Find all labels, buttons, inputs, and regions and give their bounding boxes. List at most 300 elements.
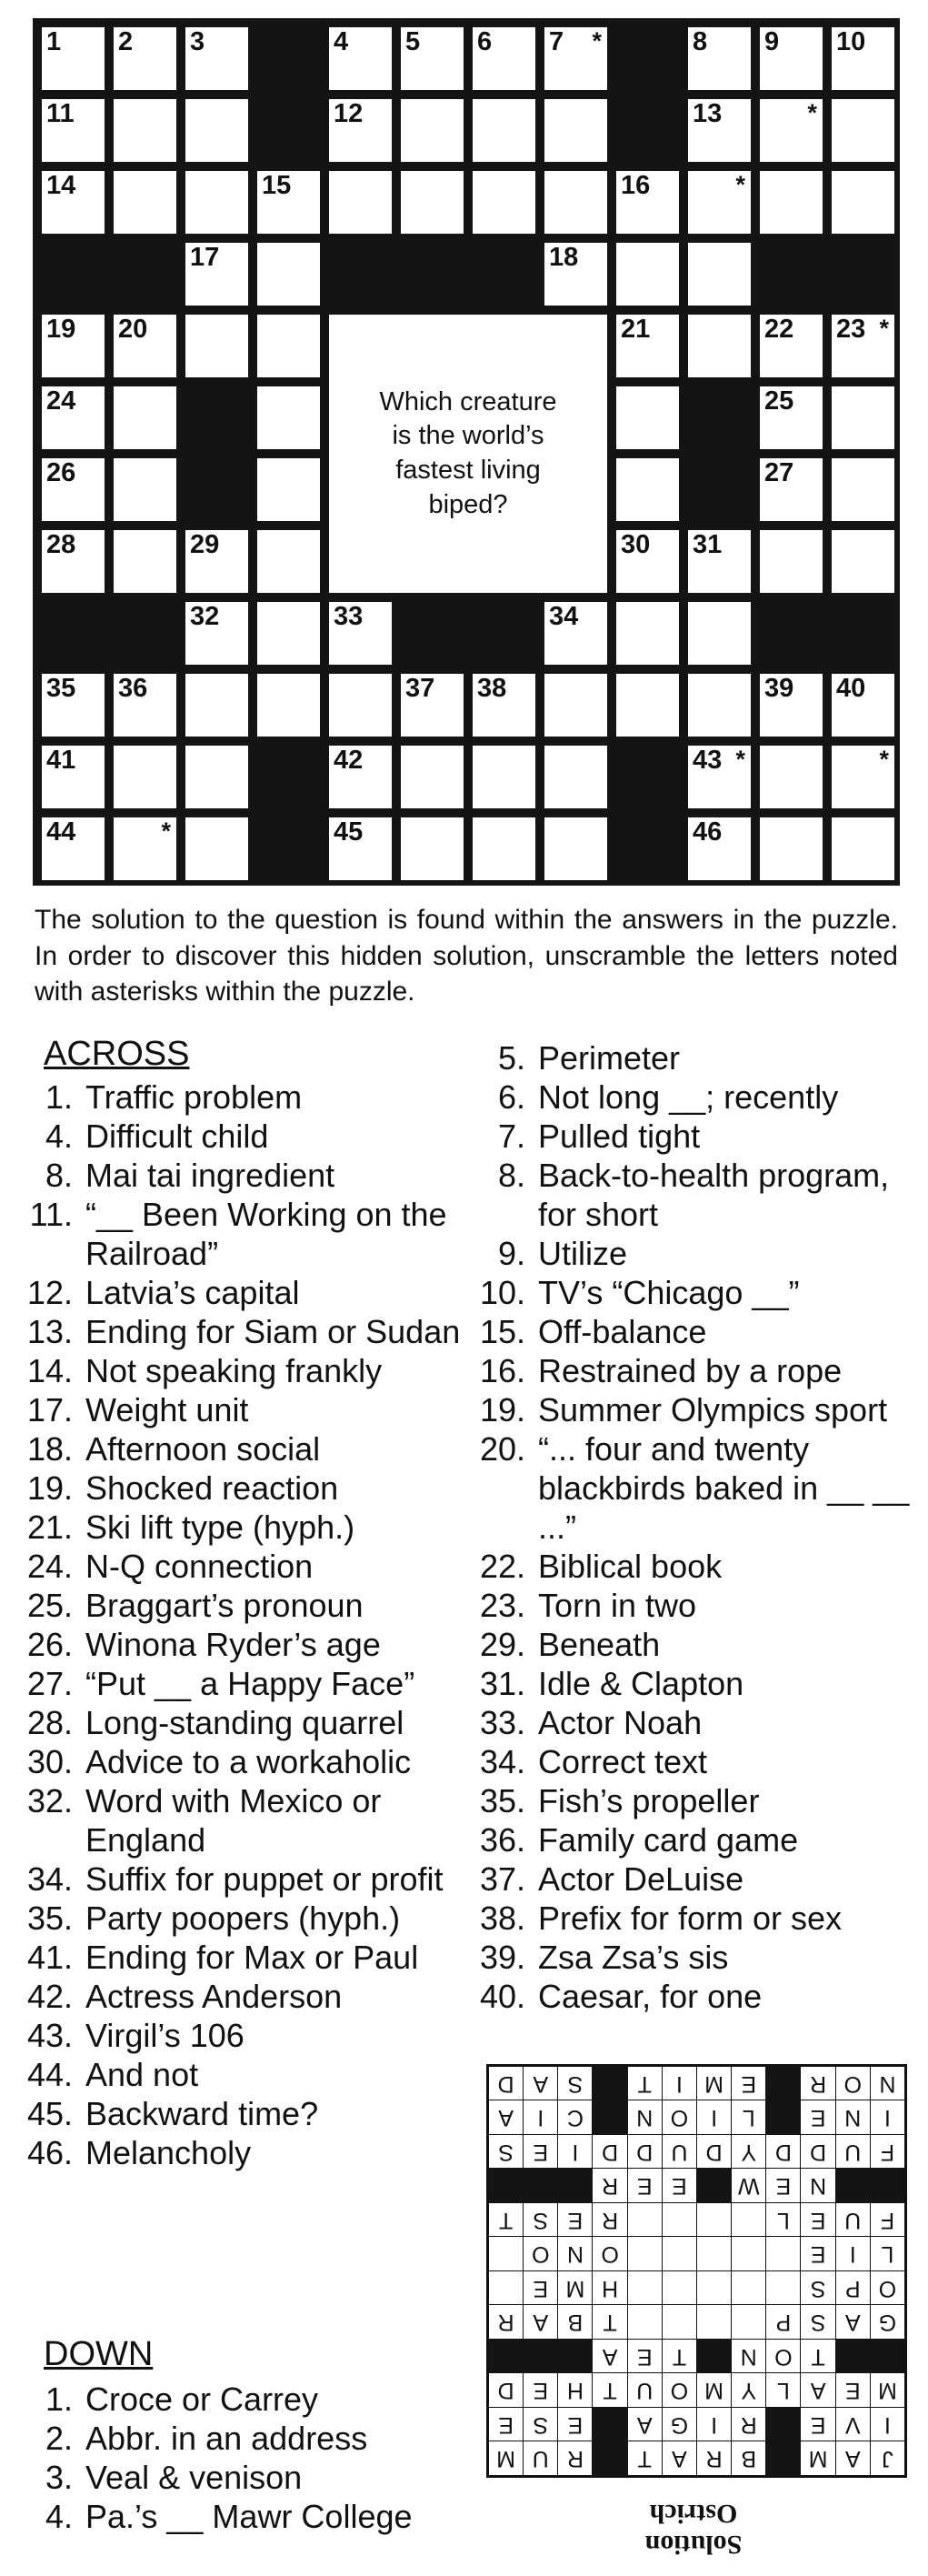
solution-cell: S xyxy=(524,2203,557,2237)
solution-cell: I xyxy=(524,2101,557,2135)
asterisk-marker: * xyxy=(592,27,602,55)
solution-cell: O xyxy=(766,2340,800,2373)
clue-item xyxy=(473,1625,918,1664)
clue-item-text: Back-to-health program, for short xyxy=(538,1157,890,1233)
clue-item xyxy=(20,2094,474,2133)
clue-item-number: 1. xyxy=(45,2381,73,2418)
solution-cell: T xyxy=(663,2340,696,2373)
solution-cell: Y xyxy=(732,2135,765,2169)
clue-item xyxy=(473,1781,918,1820)
clue-item xyxy=(20,1781,474,1859)
grid-cell xyxy=(329,746,392,808)
solution-cell: I xyxy=(836,2238,870,2271)
down-heading: DOWN xyxy=(44,2335,154,2373)
clue-item-number: 4. xyxy=(45,1118,73,1155)
grid-cell xyxy=(257,674,320,737)
clue-number: 19 xyxy=(46,315,76,344)
grid-cell xyxy=(329,99,392,162)
solution-cell: H xyxy=(558,2374,592,2408)
clue-item-number: 1. xyxy=(45,1078,73,1116)
clue-item-text: Ski lift type (hyph.) xyxy=(85,1509,355,1546)
clue-item-text: “__ Been Working on the Railroad” xyxy=(85,1196,447,1272)
solution-cell: T xyxy=(594,2374,627,2408)
grid-cell xyxy=(832,99,894,162)
upside-down-solution xyxy=(480,2064,907,2560)
grid-cell xyxy=(544,674,607,737)
solution-cell: R xyxy=(732,2408,765,2441)
grid-cell xyxy=(114,315,176,377)
clue-number: 18 xyxy=(549,243,579,272)
clue-number: 28 xyxy=(46,530,76,559)
solution-cell: D xyxy=(802,2135,835,2169)
solution-cell xyxy=(558,2340,592,2373)
solution-cell: D xyxy=(628,2135,662,2169)
solution-cell: N xyxy=(558,2238,592,2271)
clue-number: 41 xyxy=(46,746,76,775)
solution-cell: E xyxy=(628,2170,662,2203)
solution-cell xyxy=(628,2203,662,2237)
grid-cell xyxy=(832,386,894,449)
clue-number: 8 xyxy=(693,27,708,56)
clue-item xyxy=(20,2016,474,2055)
clue-item-number: 15. xyxy=(479,1313,525,1350)
grid-cell xyxy=(760,674,823,737)
solution-cell: E xyxy=(802,2238,835,2271)
solution-cell: S xyxy=(802,2271,835,2305)
clue-item-number: 3. xyxy=(45,2459,73,2496)
solution-cell xyxy=(489,2170,523,2203)
grid-cell xyxy=(688,243,751,306)
clue-item-number: 25. xyxy=(26,1587,73,1624)
solution-cell xyxy=(663,2238,696,2271)
clue-number: 27 xyxy=(764,458,794,487)
grid-cell xyxy=(114,99,176,162)
grid-cell xyxy=(257,602,320,665)
clue-item-text: Correct text xyxy=(538,1743,708,1780)
solution-cell: R xyxy=(802,2067,835,2100)
solution-cell xyxy=(766,2442,800,2476)
solution-cell: I xyxy=(871,2101,904,2135)
grid-cell xyxy=(832,530,894,593)
grid-cell xyxy=(257,458,320,521)
solution-cell: R xyxy=(594,2203,627,2237)
clue-item-text: Caesar, for one xyxy=(538,1978,763,2015)
solution-cell: N xyxy=(871,2067,904,2100)
grid-cell xyxy=(688,674,751,737)
clue-item-text: Summer Olympics sport xyxy=(538,1391,888,1428)
clue-item xyxy=(20,2055,474,2094)
grid-cell xyxy=(616,386,679,449)
clue-number: 9 xyxy=(764,27,780,56)
grid-cell xyxy=(473,171,535,234)
grid-cell xyxy=(257,171,320,234)
grid-cell xyxy=(42,458,105,521)
solution-cell: E xyxy=(663,2170,696,2203)
clue-item xyxy=(20,1156,474,1195)
grid-cell xyxy=(616,602,679,665)
clue-item-number: 35. xyxy=(479,1782,525,1819)
grid-cell xyxy=(257,315,320,377)
solution-cell: A xyxy=(524,2306,557,2340)
solution-cell: T xyxy=(594,2306,627,2340)
solution-cell: W xyxy=(732,2170,765,2203)
solution-cell xyxy=(697,2238,731,2271)
clue-number: 31 xyxy=(693,530,723,559)
solution-cell: D xyxy=(594,2135,627,2169)
solution-cell: A xyxy=(802,2374,835,2408)
clue-item-text: Actor Noah xyxy=(538,1704,703,1741)
grid-cell xyxy=(688,530,751,593)
solution-cell: B xyxy=(558,2306,592,2340)
clue-item-number: 16. xyxy=(479,1352,525,1389)
clue-item-number: 17. xyxy=(26,1391,73,1428)
grid-cell xyxy=(688,99,751,162)
asterisk-marker: * xyxy=(879,746,889,773)
clue-item-number: 19. xyxy=(26,1469,73,1507)
clue-number: 11 xyxy=(46,99,75,128)
solution-cell: A xyxy=(663,2442,696,2476)
clue-number: 26 xyxy=(46,458,76,487)
clue-item xyxy=(473,1977,918,2016)
clue-item-number: 18. xyxy=(26,1430,73,1468)
clue-number: 29 xyxy=(190,530,220,559)
clue-item-number: 38. xyxy=(479,1899,525,1937)
grid-cell xyxy=(760,817,823,880)
clue-item-number: 27. xyxy=(26,1665,73,1702)
solution-cell: E xyxy=(524,2271,557,2305)
grid-cell xyxy=(401,171,464,234)
clue-item xyxy=(473,1742,918,1781)
grid-cell xyxy=(42,746,105,808)
clue-item-text: Afternoon social xyxy=(85,1430,321,1468)
clue-item xyxy=(473,1664,918,1703)
solution-cell: T xyxy=(802,2340,835,2373)
crossword-grid xyxy=(33,18,900,886)
solution-cell: S xyxy=(524,2408,557,2441)
clue-item xyxy=(20,1195,474,1273)
solution-cell: E xyxy=(489,2408,523,2441)
solution-cell xyxy=(732,2203,765,2237)
clue-item-text: Torn in two xyxy=(538,1587,697,1624)
solution-cell xyxy=(628,2271,662,2305)
solution-cell: R xyxy=(594,2170,627,2203)
clue-number: 21 xyxy=(621,315,651,344)
grid-cell xyxy=(688,817,751,880)
grid-cell xyxy=(42,386,105,449)
solution-cell: U xyxy=(836,2135,870,2169)
solution-cell: G xyxy=(663,2408,696,2441)
clue-item-number: 40. xyxy=(479,1978,525,2015)
grid-cell xyxy=(401,746,464,808)
clue-item-text: Word with Mexico or England xyxy=(85,1782,382,1859)
asterisk-marker: * xyxy=(735,171,745,198)
clue-item-text: Not long __; recently xyxy=(538,1078,839,1116)
clue-item-text: Family card game xyxy=(538,1821,799,1859)
clue-number: 16 xyxy=(621,171,651,200)
solution-cell xyxy=(697,2203,731,2237)
clue-number: 6 xyxy=(477,27,493,56)
solution-cell: U xyxy=(663,2135,696,2169)
clue-item xyxy=(473,1234,918,1273)
clue-item-number: 33. xyxy=(479,1704,525,1741)
clue-number: 37 xyxy=(405,674,435,703)
clue-item-number: 35. xyxy=(26,1899,73,1937)
clue-number: 25 xyxy=(764,386,794,416)
clue-item xyxy=(473,1547,918,1586)
clue-item-number: 31. xyxy=(479,1665,525,1702)
grid-cell xyxy=(185,530,248,593)
solution-cell xyxy=(594,2067,627,2100)
solution-cell: A xyxy=(489,2101,523,2135)
solution-cell: E xyxy=(802,2101,835,2135)
solution-cell xyxy=(836,2170,870,2203)
clue-item-text: Fish’s propeller xyxy=(538,1782,760,1819)
clue-item-number: 45. xyxy=(26,2095,73,2132)
solution-cell: M xyxy=(697,2067,731,2100)
grid-cell xyxy=(401,99,464,162)
grid-cell xyxy=(42,817,105,880)
asterisk-marker: * xyxy=(879,315,889,342)
solution-cell: H xyxy=(594,2271,627,2305)
grid-cell xyxy=(544,602,607,665)
grid-cell xyxy=(114,458,176,521)
clue-item-text: Backward time? xyxy=(85,2095,319,2132)
clue-item-text: Ending for Max or Paul xyxy=(85,1939,419,1976)
grid-cell xyxy=(185,817,248,880)
clue-item xyxy=(473,1859,918,1899)
solution-cell xyxy=(732,2238,765,2271)
clue-item-number: 8. xyxy=(497,1157,525,1194)
solution-cell xyxy=(697,2271,731,2305)
solution-cell: A xyxy=(836,2442,870,2476)
clue-item xyxy=(20,1859,474,1899)
clue-item-number: 28. xyxy=(26,1704,73,1741)
solution-cell xyxy=(766,2101,800,2135)
clue-item xyxy=(20,2133,474,2172)
grid-cell xyxy=(185,746,248,808)
clue-item xyxy=(473,1899,918,1938)
solution-cell: E xyxy=(524,2135,557,2169)
asterisk-marker: * xyxy=(161,817,171,845)
solution-cell: U xyxy=(628,2374,662,2408)
grid-cell xyxy=(544,99,607,162)
grid-cell xyxy=(42,99,105,162)
grid-cell xyxy=(329,817,392,880)
clue-item-text: Abbr. in an address xyxy=(85,2420,368,2457)
solution-cell: G xyxy=(871,2306,904,2340)
clue-item xyxy=(20,1390,474,1429)
grid-cell xyxy=(329,171,392,234)
grid-cell xyxy=(616,171,679,234)
clue-number: 43 xyxy=(693,746,723,775)
solution-cell: T xyxy=(628,2442,662,2476)
solution-cell xyxy=(594,2101,627,2135)
grid-cell xyxy=(257,386,320,449)
asterisk-marker: * xyxy=(735,746,745,773)
clue-item-text: Utilize xyxy=(538,1235,628,1272)
clue-item xyxy=(20,1429,474,1468)
grid-cell xyxy=(185,315,248,377)
solution-cell xyxy=(489,2271,523,2305)
solution-cell: A xyxy=(524,2067,557,2100)
clue-number: 14 xyxy=(46,171,76,200)
clue-item-text: Actress Anderson xyxy=(85,1978,343,2015)
grid-cell xyxy=(616,243,679,306)
solution-title: Solution Ostrich xyxy=(644,2499,743,2560)
clue-item-text: Shocked reaction xyxy=(85,1469,339,1507)
solution-cell xyxy=(663,2271,696,2305)
clue-item-number: 12. xyxy=(26,1274,73,1311)
grid-cell xyxy=(688,315,751,377)
clue-number: 33 xyxy=(334,602,364,631)
solution-cell: E xyxy=(558,2408,592,2441)
clue-item xyxy=(473,1429,918,1547)
solution-cell xyxy=(732,2306,765,2340)
solution-cell: I xyxy=(871,2408,904,2441)
clue-item xyxy=(20,1664,474,1703)
solution-cell: D xyxy=(766,2135,800,2169)
clue-item-number: 4. xyxy=(45,2498,73,2535)
grid-cell xyxy=(832,746,894,808)
clue-number: 32 xyxy=(190,602,220,631)
grid-cell xyxy=(832,27,894,90)
clue-item-text: TV’s “Chicago __” xyxy=(538,1274,800,1311)
clue-number: 20 xyxy=(118,315,148,344)
grid-cell xyxy=(114,530,176,593)
clue-item-text: Latvia’s capital xyxy=(85,1274,300,1311)
solution-cell: N xyxy=(732,2340,765,2373)
clue-item xyxy=(473,1312,918,1351)
clue-item-text: Melancholy xyxy=(85,2134,252,2171)
clue-item-text: Party poopers (hyph.) xyxy=(85,1899,401,1937)
solution-cell: C xyxy=(558,2101,592,2135)
solution-cell: M xyxy=(489,2442,523,2476)
solution-cell xyxy=(871,2170,904,2203)
puzzle-instructions: The solution to the question is found within the answers in the puzzle. In order to discover this hidden solution, unscramble the letters noted with asterisks within the puzzle. xyxy=(35,905,898,1007)
grid-cell xyxy=(401,27,464,90)
clue-item xyxy=(20,1078,474,1117)
solution-cell: R xyxy=(558,2442,592,2476)
solution-cell xyxy=(628,2306,662,2340)
grid-cell xyxy=(688,602,751,665)
clue-item xyxy=(20,2419,474,2458)
solution-cell: I xyxy=(697,2101,731,2135)
solution-cell: P xyxy=(766,2306,800,2340)
grid-cell xyxy=(760,99,823,162)
solution-cell: N xyxy=(628,2101,662,2135)
clue-item-number: 32. xyxy=(26,1782,73,1819)
clue-number: 1 xyxy=(46,27,62,56)
solution-cell xyxy=(524,2340,557,2373)
clue-item xyxy=(473,1938,918,1977)
clue-item xyxy=(473,1820,918,1859)
clue-item-text: Biblical book xyxy=(538,1548,723,1585)
asterisk-marker: * xyxy=(807,99,817,126)
solution-cell: A xyxy=(628,2408,662,2441)
grid-cell xyxy=(114,746,176,808)
clue-item xyxy=(20,1117,474,1156)
solution-cell: E xyxy=(558,2203,592,2237)
clue-item-text: Pulled tight xyxy=(538,1118,701,1155)
solution-cell: U xyxy=(836,2203,870,2237)
grid-cell xyxy=(114,674,176,737)
grid-cell xyxy=(688,746,751,808)
clue-item xyxy=(20,1938,474,1977)
solution-cell xyxy=(871,2340,904,2373)
solution-cell: M xyxy=(558,2271,592,2305)
clue-number: 22 xyxy=(764,315,794,344)
grid-cell xyxy=(544,27,607,90)
clue-item-number: 44. xyxy=(26,2056,73,2093)
solution-cell: I xyxy=(663,2067,696,2100)
grid-cell xyxy=(185,243,248,306)
clue-item xyxy=(20,1899,474,1938)
solution-cell: S xyxy=(558,2067,592,2100)
clue-number: 34 xyxy=(549,602,579,631)
clue-item xyxy=(20,1468,474,1508)
solution-cell xyxy=(697,2306,731,2340)
solution-cell: Y xyxy=(732,2374,765,2408)
solution-cell xyxy=(663,2306,696,2340)
clue-item-text: Prefix for form or sex xyxy=(538,1899,843,1937)
clue-item-text: Mai tai ingredient xyxy=(85,1157,335,1194)
across-heading: ACROSS xyxy=(44,1035,190,1073)
solution-cell xyxy=(766,2408,800,2441)
grid-cell xyxy=(185,171,248,234)
solution-cell: R xyxy=(489,2306,523,2340)
grid-cell xyxy=(114,171,176,234)
grid-cell xyxy=(832,674,894,737)
clue-item-text: Pa.’s __ Mawr College xyxy=(85,2498,413,2535)
grid-cell xyxy=(185,27,248,90)
grid-cell xyxy=(832,315,894,377)
grid-cell xyxy=(832,458,894,521)
clue-item xyxy=(20,1703,474,1742)
solution-cell: F xyxy=(871,2135,904,2169)
grid-cell xyxy=(329,27,392,90)
clue-item-number: 29. xyxy=(479,1626,525,1663)
clue-item-text: Weight unit xyxy=(85,1391,249,1428)
clue-item xyxy=(20,1547,474,1586)
grid-cell xyxy=(616,530,679,593)
solution-cell: S xyxy=(489,2135,523,2169)
grid-cell xyxy=(760,530,823,593)
clue-item xyxy=(20,2497,474,2536)
clue-item xyxy=(20,2380,474,2419)
clue-number: 4 xyxy=(334,27,349,56)
clue-item xyxy=(20,1312,474,1351)
solution-cell: O xyxy=(836,2067,870,2100)
clue-item xyxy=(473,1703,918,1742)
across-clue-list xyxy=(20,1078,474,2172)
clue-item xyxy=(20,1625,474,1664)
solution-cell: M xyxy=(697,2374,731,2408)
grid-cell xyxy=(544,746,607,808)
clue-item xyxy=(473,1586,918,1625)
grid-cell xyxy=(760,458,823,521)
clue-item-text: And not xyxy=(85,2056,199,2093)
solution-cell xyxy=(628,2238,662,2271)
grid-cell xyxy=(473,746,535,808)
solution-cell: E xyxy=(766,2170,800,2203)
grid-cell xyxy=(544,243,607,306)
solution-cell xyxy=(836,2340,870,2373)
solution-cell xyxy=(663,2203,696,2237)
grid-cell xyxy=(832,171,894,234)
grid-cell xyxy=(760,315,823,377)
grid-cell xyxy=(760,386,823,449)
clue-item-number: 34. xyxy=(26,1860,73,1898)
